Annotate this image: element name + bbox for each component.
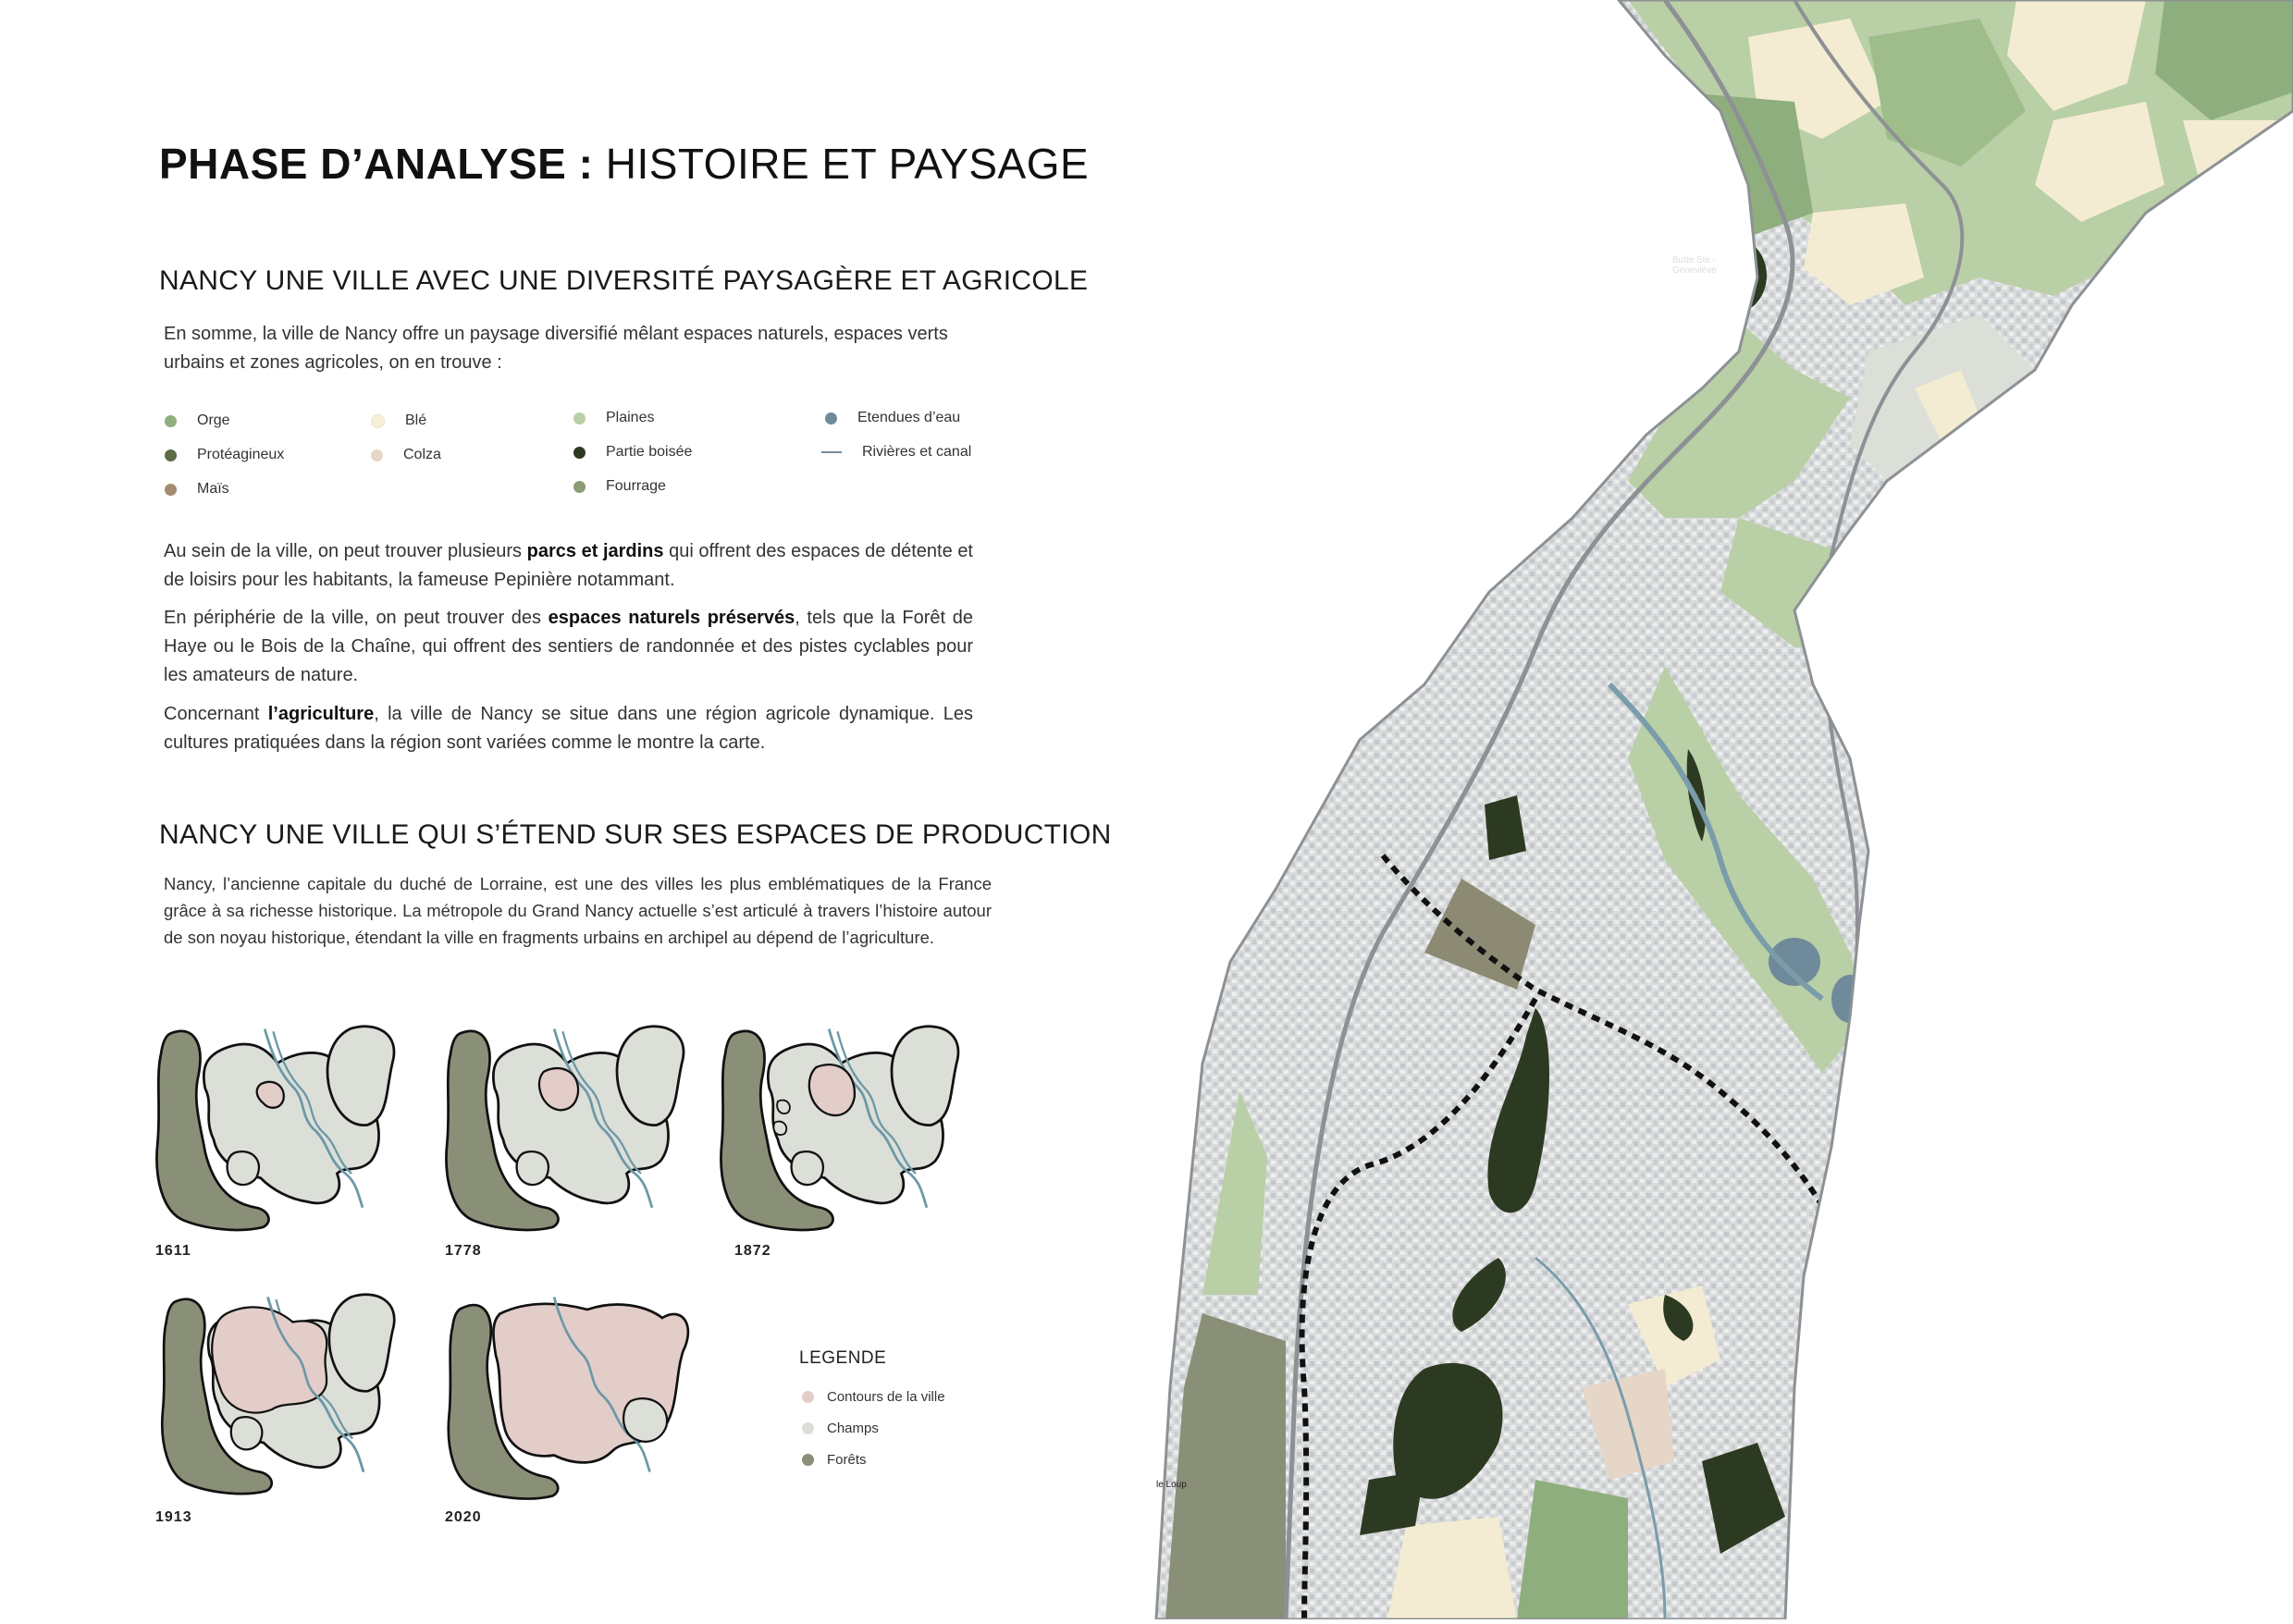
year-label-1611: 1611 xyxy=(155,1243,191,1259)
year-label-2020: 2020 xyxy=(445,1509,482,1525)
text: Au sein de la ville, on peut trouver plusieurs xyxy=(164,541,527,561)
paragraph-parcs xyxy=(164,537,973,595)
historical-map-1913 xyxy=(151,1293,410,1501)
legend-item-plaines xyxy=(573,410,654,426)
legend-swatch xyxy=(371,449,383,461)
legend-label: Protéagineux xyxy=(197,447,285,462)
legend-item-rivieres xyxy=(821,444,971,461)
legend-item-orge xyxy=(165,412,230,429)
legend-line xyxy=(821,451,842,453)
legend-swatch xyxy=(825,412,837,424)
legend-label: Fourrage xyxy=(606,478,666,494)
legend-label: Contours de la ville xyxy=(827,1389,945,1405)
page-title-rest: HISTOIRE ET PAYSAGE xyxy=(593,140,1090,188)
legend-label: Plaines xyxy=(606,410,655,425)
text: , tels que la Forêt de Haye ou le Bois de la Chaîne, qui offrent des sentiers de randonnée et des pistes cyclables pour les amateurs de nature. xyxy=(164,608,973,685)
legend-label: Etendues d’eau xyxy=(857,410,961,425)
legend-label: Rivières et canal xyxy=(862,444,972,460)
text: qui offrent des espaces de détente et de loisirs pour les habitants, la fameuse Pepinière notammant. xyxy=(164,541,973,590)
legend-item-fourrage xyxy=(573,478,666,495)
text: Concernant xyxy=(164,704,268,724)
legend-swatch xyxy=(573,412,586,424)
historical-map-1872 xyxy=(708,1025,976,1237)
legend-swatch xyxy=(802,1454,814,1466)
historical-map-2020 xyxy=(425,1293,708,1501)
paragraph-espaces-naturels xyxy=(164,604,973,690)
text-bold: espaces naturels préservés xyxy=(548,608,795,628)
legend-swatch xyxy=(573,481,586,493)
section1-intro: En somme, la ville de Nancy offre un paysage diversifié mêlant espaces naturels, espaces verts urbains et zones agricoles, on en trouve : xyxy=(164,324,948,373)
legend-label: Forêts xyxy=(827,1452,867,1468)
legend-swatch xyxy=(371,414,385,428)
year-label-1913: 1913 xyxy=(155,1509,192,1525)
map-label-loup: le Loup xyxy=(1156,1480,1187,1490)
section2-heading: NANCY UNE VILLE QUI S’ÉTEND SUR SES ESPACES DE PRODUCTION xyxy=(159,819,1112,850)
page-title xyxy=(159,139,1089,189)
legend-label: Champs xyxy=(827,1421,879,1436)
historical-map-1611 xyxy=(143,1025,412,1237)
section1-heading: NANCY UNE VILLE AVEC UNE DIVERSITÉ PAYSAGÈRE ET AGRICOLE xyxy=(159,265,1089,296)
text-bold: parcs et jardins xyxy=(526,541,664,561)
text: En périphérie de la ville, on peut trouver des xyxy=(164,608,549,628)
legend-swatch xyxy=(165,449,177,461)
legend-label: Blé xyxy=(405,412,427,428)
legend-item-mais xyxy=(165,481,229,498)
legend-label: Colza xyxy=(403,447,441,462)
legend-label: Maïs xyxy=(197,481,229,497)
legende-item-contours xyxy=(802,1389,945,1405)
legend-swatch xyxy=(802,1391,814,1403)
legend-item-ble xyxy=(371,412,426,429)
legend-item-proteagineux xyxy=(165,447,284,463)
page-title-bold: PHASE D’ANALYSE : xyxy=(159,140,594,188)
legende-item-champs xyxy=(802,1421,879,1436)
section2-text: Nancy, l’ancienne capitale du duché de Lorraine, est une des villes les plus emblématiques de la France grâce à sa richesse historique. La métropole du Grand Nancy actuelle s’est articulé à travers l’histoire autour de son noyau historique, étendant la ville en fragments urbains en archipel au dépend de l’agriculture. xyxy=(164,874,992,947)
legend-item-colza xyxy=(371,447,441,463)
legend-swatch xyxy=(165,415,177,427)
paragraph-agriculture xyxy=(164,700,973,757)
historical-map-1778 xyxy=(433,1025,701,1237)
text-bold: l’agriculture xyxy=(267,704,375,724)
legend-label: Partie boisée xyxy=(606,444,693,460)
legend-swatch xyxy=(165,484,177,496)
legend-label: Orge xyxy=(197,412,230,428)
legend-swatch xyxy=(573,447,586,459)
legende-title: LEGENDE xyxy=(799,1348,887,1368)
map-label-butte: Butte Ste - Geneviève xyxy=(1672,255,1717,276)
year-label-1778: 1778 xyxy=(445,1243,482,1259)
legend-item-etendues-eau xyxy=(825,410,960,426)
legend-swatch xyxy=(802,1422,814,1434)
territory-map xyxy=(1147,0,2293,1619)
triangle-marker-icon xyxy=(1723,242,1736,254)
year-label-1872: 1872 xyxy=(734,1243,771,1259)
text: , la ville de Nancy se situe dans une région agricole dynamique. Les cultures pratiquées dans la région sont variées comme le montre la carte. xyxy=(164,704,973,753)
legende-item-forets xyxy=(802,1452,867,1468)
legend-item-partie-boisee xyxy=(573,444,692,461)
